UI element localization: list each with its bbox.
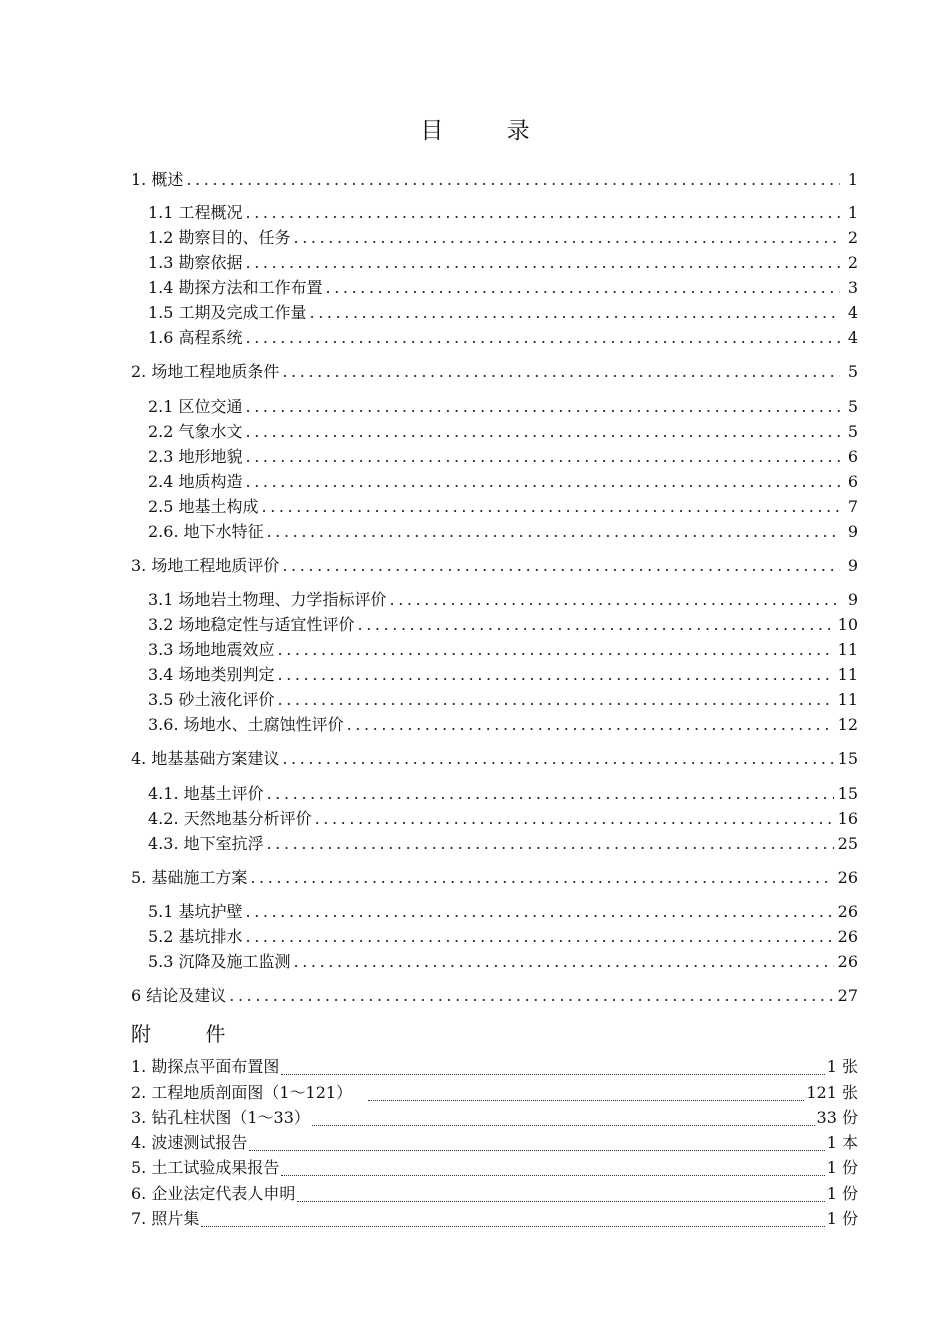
toc-entry-label: 5.2 基坑排水 [148, 927, 243, 946]
dot-leader [282, 555, 840, 577]
toc-page-number: 11 [837, 690, 858, 709]
toc-page-number: 10 [837, 615, 858, 634]
toc-entry-label: 4.3. 地下室抗浮 [148, 834, 264, 853]
toc-subsection-row [148, 277, 858, 299]
dot-leader [267, 783, 834, 805]
toc-entry-label: 3.1 场地岩土物理、力学指标评价 [148, 590, 387, 609]
toc-subsection-row [148, 471, 858, 493]
appendix-item-count: 1 份 [826, 1158, 858, 1177]
toc-section-row [131, 867, 858, 889]
toc-section-row [131, 985, 858, 1007]
toc-section-row [131, 169, 858, 191]
toc-subsection-row [148, 714, 858, 736]
appendix-item-count: 1 份 [826, 1184, 858, 1203]
toc-subsection-row [148, 783, 858, 805]
appendix-item [131, 1208, 858, 1230]
toc-subsection-row [148, 614, 858, 636]
dot-leader [278, 664, 834, 686]
dot-leader [229, 985, 833, 1007]
toc-page-number: 26 [837, 902, 858, 921]
toc-entry-label: 2.4 地质构造 [148, 472, 243, 491]
toc-subsection-row [148, 421, 858, 443]
dot-leader [278, 689, 834, 711]
appendix-item [131, 1107, 858, 1129]
toc-entry-label: 3.6. 场地水、土腐蚀性评价 [148, 715, 344, 734]
toc-subsection-row [148, 446, 858, 468]
toc-entry-label: 3.2 场地稳定性与适宜性评价 [148, 615, 355, 634]
dot-leader [390, 589, 840, 611]
toc-page-number: 15 [837, 784, 858, 803]
toc-section-row [131, 555, 858, 577]
dot-leader [267, 521, 840, 543]
toc-page-number: 9 [847, 590, 858, 609]
toc-subsection-row [148, 302, 858, 324]
toc-page-number: 26 [837, 868, 858, 887]
toc-subsection-row [148, 327, 858, 349]
toc-entry-label: 1.4 勘探方法和工作布置 [148, 278, 323, 297]
toc-entry-label: 3.5 砂土液化评价 [148, 690, 275, 709]
dot-leader [246, 396, 840, 418]
appendix-item-count: 121 张 [806, 1083, 858, 1102]
toc-entry-label: 1.5 工期及完成工作量 [148, 303, 307, 322]
dot-leader [278, 639, 834, 661]
page-title: 目 录 [420, 118, 558, 144]
toc-entry-label: 5. 基础施工方案 [131, 868, 248, 887]
toc-page-number: 15 [837, 749, 858, 768]
dot-leader [262, 496, 840, 518]
toc-entry-label: 1.6 高程系统 [148, 328, 243, 347]
toc-page-number: 12 [837, 715, 858, 734]
appendix-item-label: 1. 勘探点平面布置图 [131, 1057, 280, 1076]
appendix-item [131, 1082, 858, 1104]
toc-entry-label: 2.6. 地下水特征 [148, 522, 264, 541]
toc-page-number: 26 [837, 927, 858, 946]
dotted-underline [312, 1111, 815, 1126]
dot-leader [246, 327, 840, 349]
dot-leader [294, 951, 834, 973]
toc-page-number: 27 [837, 986, 858, 1005]
toc-page-number: 4 [847, 328, 858, 347]
toc-subsection-row [148, 639, 858, 661]
appendix-item-label: 7. 照片集 [131, 1209, 200, 1228]
toc-page-number: 5 [847, 422, 858, 441]
toc-subsection-row [148, 901, 858, 923]
toc-page-number: 9 [847, 556, 858, 575]
appendix-item-count: 33 份 [816, 1108, 858, 1127]
toc-subsection-row [148, 202, 858, 224]
toc-page-number: 3 [847, 278, 858, 297]
dot-leader [246, 252, 840, 274]
toc-page-number: 9 [847, 522, 858, 541]
toc-subsection-row [148, 833, 858, 855]
dot-leader [246, 421, 840, 443]
dot-leader [246, 926, 834, 948]
dot-leader [267, 833, 834, 855]
dotted-underline [368, 1086, 804, 1101]
toc-entry-label: 1.2 勘察目的、任务 [148, 228, 291, 247]
toc-subsection-row [148, 496, 858, 518]
toc-subsection-row [148, 664, 858, 686]
dotted-underline [201, 1212, 824, 1227]
toc-entry-label: 2.2 气象水文 [148, 422, 243, 441]
toc-entry-label: 1. 概述 [131, 170, 184, 189]
toc-subsection-row [148, 227, 858, 249]
toc-page-number: 2 [847, 253, 858, 272]
toc-subsection-row [148, 396, 858, 418]
dotted-underline [281, 1161, 824, 1176]
toc-entry-label: 2.5 地基土构成 [148, 497, 259, 516]
toc-entry-label: 1.1 工程概况 [148, 203, 243, 222]
toc-page-number: 1 [847, 170, 858, 189]
toc-entry-label: 2.3 地形地貌 [148, 447, 243, 466]
dot-leader [358, 614, 834, 636]
toc-subsection-row [148, 689, 858, 711]
toc-subsection-row [148, 521, 858, 543]
toc-entry-label: 1.3 勘察依据 [148, 253, 243, 272]
appendix-item-label: 2. 工程地质剖面图（1～121） [131, 1083, 353, 1102]
dot-leader [246, 202, 840, 224]
dot-leader [326, 277, 840, 299]
dotted-underline [281, 1060, 824, 1075]
dot-leader [294, 227, 840, 249]
dot-leader [246, 901, 834, 923]
toc-page-number: 1 [847, 203, 858, 222]
dot-leader [347, 714, 834, 736]
dot-leader [246, 446, 840, 468]
toc-entry-label: 4. 地基基础方案建议 [131, 749, 280, 768]
dot-leader [315, 808, 834, 830]
toc-page-number: 6 [847, 472, 858, 491]
appendix-item [131, 1157, 858, 1179]
toc-entry-label: 5.1 基坑护壁 [148, 902, 243, 921]
toc-entry-label: 5.3 沉降及施工监测 [148, 952, 291, 971]
toc-page-number: 7 [847, 497, 858, 516]
appendix-item-count: 1 本 [826, 1133, 858, 1152]
appendix-item-count: 1 张 [826, 1057, 858, 1076]
appendix-item [131, 1132, 858, 1154]
toc-entry-label: 4.1. 地基土评价 [148, 784, 264, 803]
dot-leader [250, 867, 833, 889]
dotted-underline [249, 1136, 824, 1151]
toc-page-number: 11 [837, 665, 858, 684]
toc-page-number: 5 [847, 362, 858, 381]
toc-page-number: 4 [847, 303, 858, 322]
toc-subsection-row [148, 589, 858, 611]
appendix-item [131, 1183, 858, 1205]
appendix-item-label: 4. 波速测试报告 [131, 1133, 248, 1152]
toc-page-number: 16 [837, 809, 858, 828]
toc-page-number: 5 [847, 397, 858, 416]
dotted-underline [297, 1187, 824, 1202]
dot-leader [310, 302, 840, 324]
appendix-item-count: 1 份 [826, 1209, 858, 1228]
appendix-item-label: 5. 土工试验成果报告 [131, 1158, 280, 1177]
toc-entry-label: 3.3 场地地震效应 [148, 640, 275, 659]
toc-entry-label: 2.1 区位交通 [148, 397, 243, 416]
toc-section-row [131, 748, 858, 770]
toc-page-number: 25 [837, 834, 858, 853]
toc-subsection-row [148, 808, 858, 830]
toc-entry-label: 4.2. 天然地基分析评价 [148, 809, 312, 828]
toc-page-number: 11 [837, 640, 858, 659]
toc-page-number: 6 [847, 447, 858, 466]
dot-leader [282, 361, 840, 383]
appendix-item [131, 1056, 858, 1078]
appendix-item-label: 3. 钻孔柱状图（1～33） [131, 1108, 310, 1127]
dot-leader [282, 748, 833, 770]
appendix-heading: 附 件 [131, 1022, 250, 1046]
toc-section-row [131, 361, 858, 383]
toc-subsection-row [148, 926, 858, 948]
dot-leader [186, 169, 840, 191]
toc-page-number: 2 [847, 228, 858, 247]
toc-entry-label: 3. 场地工程地质评价 [131, 556, 280, 575]
toc-entry-label: 2. 场地工程地质条件 [131, 362, 280, 381]
toc-entry-label: 6 结论及建议 [131, 986, 227, 1005]
toc-subsection-row [148, 252, 858, 274]
appendix-item-label: 6. 企业法定代表人申明 [131, 1184, 296, 1203]
toc-page-number: 26 [837, 952, 858, 971]
toc-subsection-row [148, 951, 858, 973]
toc-entry-label: 3.4 场地类别判定 [148, 665, 275, 684]
dot-leader [246, 471, 840, 493]
